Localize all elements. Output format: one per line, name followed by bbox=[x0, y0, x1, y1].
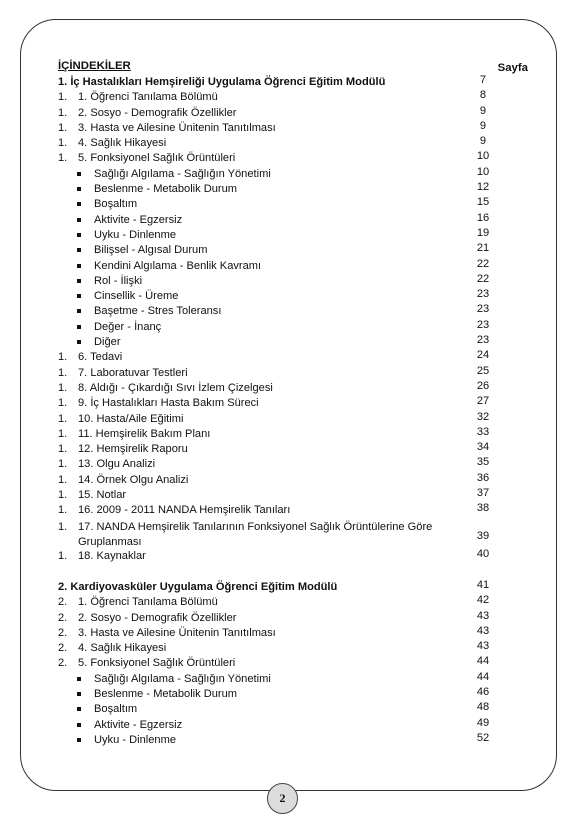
toc-bullet-item[interactable] bbox=[58, 716, 528, 734]
toc-item[interactable] bbox=[58, 152, 528, 167]
toc-bullet-item[interactable] bbox=[58, 165, 528, 183]
toc-item-page: 16 bbox=[476, 211, 490, 224]
bullet-icon bbox=[77, 248, 81, 252]
toc-item[interactable] bbox=[58, 364, 528, 382]
toc-item-title: 7. Laboratuvar Testleri bbox=[78, 366, 188, 379]
bullet-icon bbox=[77, 218, 81, 222]
bullet-icon bbox=[77, 279, 81, 283]
toc-item-page: 25 bbox=[476, 364, 490, 377]
toc-item-number: 2. bbox=[58, 642, 68, 655]
toc-item-page: 7 bbox=[479, 74, 487, 86]
toc-bullet-item[interactable] bbox=[58, 703, 528, 718]
toc-item-page: 9 bbox=[479, 135, 487, 148]
bullet-icon bbox=[77, 172, 81, 176]
toc-item-page: 8 bbox=[479, 89, 487, 102]
section-spacer bbox=[58, 565, 528, 581]
toc-item[interactable] bbox=[58, 642, 528, 657]
toc-item-page: 23 bbox=[476, 318, 490, 331]
toc-item-page: 43 bbox=[476, 624, 490, 637]
toc-bullet-item[interactable] bbox=[58, 290, 528, 305]
toc-item-page: 12 bbox=[476, 181, 490, 194]
toc-header bbox=[58, 60, 528, 76]
toc-item-page: 9 bbox=[479, 104, 487, 117]
toc-item[interactable] bbox=[58, 624, 528, 642]
toc-item[interactable] bbox=[58, 351, 528, 366]
toc-bullet-item[interactable] bbox=[58, 183, 528, 198]
toc-item[interactable] bbox=[58, 520, 528, 550]
toc-item-page: 23 bbox=[476, 334, 490, 347]
toc-item-page: 36 bbox=[476, 471, 490, 484]
toc-item-page: 49 bbox=[476, 716, 490, 729]
toc-item[interactable] bbox=[58, 504, 528, 519]
toc-item-title: Beslenme - Metabolik Durum bbox=[94, 183, 238, 196]
toc-item-page: 23 bbox=[476, 303, 490, 316]
toc-bullet-item[interactable] bbox=[58, 211, 528, 229]
toc-item-title: Cinsellik - Üreme bbox=[94, 290, 179, 303]
toc-item-page: 38 bbox=[476, 502, 490, 515]
toc-bullet-item[interactable] bbox=[58, 272, 528, 290]
bullet-icon bbox=[77, 723, 81, 727]
toc-item-title: 5. Fonksiyonel Sağlık Örüntüleri bbox=[78, 152, 236, 165]
toc-item-page: 46 bbox=[476, 685, 490, 698]
toc-bullet-item[interactable] bbox=[58, 318, 528, 336]
toc-item-title: 14. Örnek Olgu Analizi bbox=[78, 473, 189, 486]
bullet-icon bbox=[77, 187, 81, 191]
toc-item[interactable] bbox=[58, 410, 528, 428]
toc-item-page: 19 bbox=[476, 226, 490, 239]
bullet-icon bbox=[77, 202, 81, 206]
toc-item-page: 10 bbox=[476, 165, 490, 178]
toc-item-number: 1. bbox=[58, 473, 68, 486]
toc-bullet-item[interactable] bbox=[58, 244, 528, 259]
toc-title: İÇİNDEKİLER bbox=[58, 60, 131, 72]
toc-item-title: 12. Hemşirelik Raporu bbox=[78, 443, 188, 456]
toc-item-page: 44 bbox=[476, 670, 490, 683]
toc-item-number: 1. bbox=[58, 366, 68, 379]
toc-item-page: 10 bbox=[476, 150, 490, 163]
toc-bullet-item[interactable] bbox=[58, 198, 528, 213]
toc-item-title: 10. Hasta/Aile Eğitimi bbox=[78, 412, 184, 425]
toc-item-page: 26 bbox=[476, 379, 490, 392]
toc-item-title: 18. Kaynaklar bbox=[78, 549, 146, 562]
bullet-icon bbox=[77, 325, 81, 329]
toc-item-title: 1. Öğrenci Tanılama Bölümü bbox=[78, 91, 218, 104]
toc-item-number: 1. bbox=[58, 137, 68, 150]
toc-bullet-item[interactable] bbox=[58, 305, 528, 320]
toc-item[interactable] bbox=[58, 489, 528, 504]
toc-item-title: Değer - İnanç bbox=[94, 320, 162, 333]
toc-item-number: 1. bbox=[58, 351, 68, 364]
toc-bullet-item[interactable] bbox=[58, 336, 528, 351]
toc-item-title: Sağlığı Algılama - Sağlığın Yönetimi bbox=[94, 167, 271, 180]
toc-item-title: 17. NANDA Hemşirelik Tanılarının Fonksiyonel Sağlık Örüntülerine Göre Gruplanması bbox=[78, 520, 433, 548]
toc-item-page: 39 bbox=[476, 529, 490, 542]
toc-section-heading[interactable] bbox=[58, 578, 528, 596]
toc-item-number: 1. bbox=[58, 412, 68, 425]
toc-item-number: 2. bbox=[58, 657, 68, 670]
toc-item-number: 1. bbox=[58, 520, 68, 533]
toc-item-page: 9 bbox=[479, 119, 487, 132]
toc-item-title: 1. Öğrenci Tanılama Bölümü bbox=[78, 596, 218, 609]
toc-item-number: 1. bbox=[58, 121, 68, 134]
toc-item-number: 1. bbox=[58, 106, 68, 119]
toc-rows bbox=[58, 76, 528, 749]
toc-bullet-item[interactable] bbox=[58, 731, 528, 749]
toc-item-title: 3. Hasta ve Ailesine Ünitenin Tanıtılması bbox=[78, 121, 276, 134]
toc-bullet-item[interactable] bbox=[58, 226, 528, 244]
toc-item-title: 11. Hemşirelik Bakım Planı bbox=[78, 427, 211, 440]
toc-item-title: Boşaltım bbox=[94, 703, 138, 716]
toc-item-title: 13. Olgu Analizi bbox=[78, 458, 156, 471]
toc-item-number: 1. bbox=[58, 427, 68, 440]
toc-item-number: 1. bbox=[58, 91, 68, 104]
toc-item-page: 42 bbox=[476, 594, 490, 607]
toc-item-number: 1. bbox=[58, 489, 68, 502]
toc-item-title: 8. Aldığı - Çıkardığı Sıvı İzlem Çizelgesi bbox=[78, 381, 273, 394]
toc-item-number: 1. bbox=[58, 443, 68, 456]
toc-item[interactable] bbox=[58, 397, 528, 412]
toc-item-page: 44 bbox=[476, 655, 490, 668]
toc-item-title: 16. 2009 - 2011 NANDA Hemşirelik Tanıları bbox=[78, 504, 291, 517]
toc-item[interactable] bbox=[58, 443, 528, 458]
bullet-icon bbox=[77, 309, 81, 313]
toc-item-number: 1. bbox=[58, 152, 68, 165]
toc-item-title: 2. Sosyo - Demografik Özellikler bbox=[78, 611, 237, 624]
bullet-icon bbox=[77, 677, 81, 681]
toc-item-title: Kendini Algılama - Benlik Kavramı bbox=[94, 259, 262, 272]
toc-bullet-item[interactable] bbox=[58, 685, 528, 703]
toc-item-page: 21 bbox=[476, 242, 490, 255]
toc-item[interactable] bbox=[58, 104, 528, 122]
bullet-icon bbox=[77, 264, 81, 268]
toc-item-title: 3. Hasta ve Ailesine Ünitenin Tanıtılması bbox=[78, 626, 276, 639]
toc-item-number: 2. bbox=[58, 626, 68, 639]
page-column-label: Sayfa bbox=[497, 62, 528, 74]
toc-item[interactable] bbox=[58, 379, 528, 397]
toc-item-page: 22 bbox=[476, 272, 490, 285]
toc-item-page: 37 bbox=[476, 487, 490, 500]
toc-item[interactable] bbox=[58, 137, 528, 152]
toc-item-number: 1. bbox=[58, 381, 68, 394]
toc-item-title: 5. Fonksiyonel Sağlık Örüntüleri bbox=[78, 657, 236, 670]
toc-item-title: Rol - İlişki bbox=[94, 274, 143, 287]
toc-item-page: 33 bbox=[476, 425, 490, 438]
toc-item-title: 9. İç Hastalıkları Hasta Bakım Süreci bbox=[78, 397, 259, 410]
toc-item-title: Bilişsel - Algısal Durum bbox=[94, 244, 208, 257]
toc-item[interactable] bbox=[58, 609, 528, 627]
toc-item-title: Uyku - Dinlenme bbox=[94, 228, 176, 241]
toc-item-title: 2. Kardiyovasküler Uygulama Öğrenci Eğitim Modülü bbox=[58, 580, 338, 593]
toc-item-number: 1. bbox=[58, 549, 68, 562]
bullet-icon bbox=[77, 707, 81, 711]
toc-item-page: 34 bbox=[476, 441, 490, 454]
page-number-badge bbox=[267, 783, 298, 814]
page-number: 2 bbox=[279, 791, 286, 805]
toc-item-page: 27 bbox=[476, 395, 490, 408]
toc-item-title: 4. Sağlık Hikayesi bbox=[78, 137, 167, 150]
toc-item[interactable] bbox=[58, 458, 528, 473]
toc-item[interactable] bbox=[58, 425, 528, 443]
toc-item[interactable] bbox=[58, 471, 528, 489]
toc-item[interactable] bbox=[58, 596, 528, 611]
toc-bullet-item[interactable] bbox=[58, 257, 528, 275]
toc-item-title: Aktivite - Egzersiz bbox=[94, 213, 183, 226]
toc-item-page: 22 bbox=[476, 257, 490, 270]
toc-item-page: 32 bbox=[476, 410, 490, 423]
toc-item-page: 35 bbox=[476, 456, 490, 469]
table-of-contents bbox=[58, 60, 528, 749]
toc-item-page: 15 bbox=[476, 196, 490, 209]
bullet-icon bbox=[77, 692, 81, 696]
toc-item-page: 40 bbox=[476, 547, 490, 560]
toc-item-title: Uyku - Dinlenme bbox=[94, 733, 176, 746]
toc-item[interactable] bbox=[58, 119, 528, 137]
toc-item[interactable] bbox=[58, 91, 528, 106]
toc-item[interactable] bbox=[58, 657, 528, 672]
toc-item-title: 4. Sağlık Hikayesi bbox=[78, 642, 167, 655]
toc-item-page: 24 bbox=[476, 349, 490, 362]
toc-item-page: 41 bbox=[476, 578, 490, 591]
toc-item-title: 15. Notlar bbox=[78, 489, 127, 502]
toc-item-page: 48 bbox=[476, 701, 490, 714]
toc-item-title: Diğer bbox=[94, 336, 121, 349]
toc-item[interactable] bbox=[58, 547, 528, 565]
toc-item-page: 23 bbox=[476, 288, 490, 301]
toc-item-title: Sağlığı Algılama - Sağlığın Yönetimi bbox=[94, 672, 271, 685]
toc-item-title: 6. Tedavi bbox=[78, 351, 123, 364]
toc-item-title: Aktivite - Egzersiz bbox=[94, 718, 183, 731]
toc-bullet-item[interactable] bbox=[58, 670, 528, 688]
toc-item-number: 2. bbox=[58, 611, 68, 624]
toc-item-number: 1. bbox=[58, 504, 68, 517]
toc-item-page: 52 bbox=[476, 731, 490, 744]
toc-section-heading[interactable] bbox=[58, 76, 528, 91]
toc-item-page: 43 bbox=[476, 609, 490, 622]
bullet-icon bbox=[77, 233, 81, 237]
toc-item-number: 1. bbox=[58, 458, 68, 471]
toc-item-title: Boşaltım bbox=[94, 198, 138, 211]
bullet-icon bbox=[77, 738, 81, 742]
toc-item-page: 43 bbox=[476, 640, 490, 653]
toc-item-number: 2. bbox=[58, 596, 68, 609]
toc-item-title: 2. Sosyo - Demografik Özellikler bbox=[78, 106, 237, 119]
bullet-icon bbox=[77, 294, 81, 298]
toc-item-number: 1. bbox=[58, 397, 68, 410]
toc-item-title: 1. İç Hastalıkları Hemşireliği Uygulama Öğrenci Eğitim Modülü bbox=[58, 76, 386, 88]
toc-item-title: Beslenme - Metabolik Durum bbox=[94, 687, 238, 700]
toc-item-title: Başetme - Stres Toleransı bbox=[94, 305, 222, 318]
bullet-icon bbox=[77, 340, 81, 344]
